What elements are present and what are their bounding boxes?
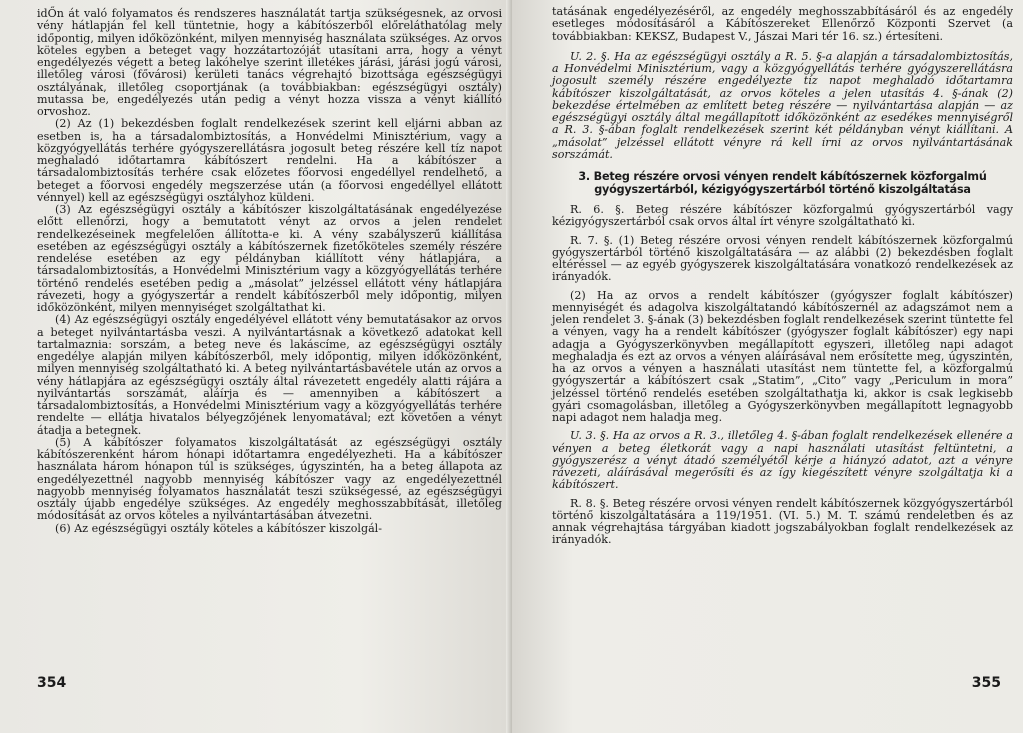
- paragraph: R. 8. §. Beteg részére orvosi vényen rendelt kábítószernek közgyógyszertárból történő kiszolgáltatására a 119/1951. (VI. 5.) M. T. számú rendeletben és az annak végrehajtása tárgyában kiadott jogszabályokban foglalt rendelkezések az irányadók.: [552, 496, 1013, 547]
- section-heading: 3. Beteg részére orvosi vényen rendelt kábítószernek közforgalmú gyógyszertárból, kézigyógyszertárból történő kiszolgáltatása: [578, 170, 987, 196]
- page-number-right: 355: [971, 675, 1001, 691]
- paragraph: (4) Az egészségügyi osztály engedélyével ellátott vény bemutatásakor az orvos a beteget nyilvántartásba veszi. A nyilvántartásnak a következő adatokat kell tartalmaznia: sorszám, a beteg neve és lakáscíme, az egészségügyi osztály engedélye alapján milyen kábítószerből, mely időpontig, milyen időközönként, milyen mennyiség szolgáltatható ki. A beteg nyilvántartásbavétele után az orvos a vény hátlapjára az egészségügyi osztály által rávezetett engedély alatti rájára a nyilvántartás sorszámát, aláírja és — amennyiben a kábítószert a társadalombiztosítás, a Honvédelmi Minisztérium vagy a közgyógyellátás terhére rendelte — ellátja hivatalos bélyegzőjének lenyomatával; ezt követően a vényt átadja a betegnek.: [37, 313, 502, 437]
- utasitas-note: U. 2. §. Ha az egészségügyi osztály a R. 5. §-a alapján a társadalombiztosítás, a Honvédelmi Minisztérium, vagy a közgyógyellátás terhére gyógyszerellátásra jogosult személy részére engedélyezte tíz napot meghaladó időtartamra kábítószer kiszolgáltatását, az orvos köteles a jelen utasítás 4. §-ának (2) bekezdése értelmében az említett beteg részére — nyilvántartása alapján — az egészségügyi osztály által megállapított időközönként az esedékes mennyiségről a R. 3. §-ában foglalt rendelkezések szerint két példányban vényt kiállítani. A „másolat” jelzéssel ellátott vényre rá kell írni az orvos nyilvántartásának sorszámát.: [552, 49, 1013, 161]
- paragraph: tatásának engedélyezéséről, az engedély meghosszabbításáról és az engedély esetleges módosításáról a Kábítószereket Ellenőrző Központi Szervet (a továbbiakban: KEKSZ, Budapest V., Jászai Mari tér 16. sz.) értesíteni.: [552, 5, 1013, 43]
- paragraph: R. 6. §. Beteg részére kábítószer közforgalmú gyógyszertárból vagy kézigyógyszertárból csak orvos által írt vényre szolgáltatható ki.: [552, 203, 1013, 229]
- page-number-left: 354: [37, 675, 67, 691]
- paragraph: R. 7. §. (1) Beteg részére orvosi vényen rendelt kábítószernek közforgalmú gyógyszertárból történő kiszolgáltatására — az alábbi (2) bekezdésben foglalt eltéréssel — az egyéb gyógyszerek kiszolgáltatására vonatkozó rendelkezések az irányadók.: [552, 233, 1013, 284]
- paragraph: (3) Az egészségügyi osztály a kábítószer kiszolgáltatásának engedélyezése előtt ellenőrzi, hogy a bemutatott vényt az orvos a jelen rendelet rendelkezéseinek megfelelően állította-e ki. A vény szabályszerű kiállítása esetében az egészségügyi osztály a kábítószernek fizetőköteles személy részére rendelése esetében az egy példányban kiállított vény hátlapjára, a társadalombiztosítás, a Honvédelmi Minisztérium vagy a közgyógyellátás terhére történő rendelés esetében pedig a „másolat” jelzéssel ellátott vény hátlapjára rávezeti, hogy a gyógyszertár a rendelt kábítószerből mely időpontig, milyen időközönként, milyen mennyiséget szolgáltathat ki.: [37, 203, 502, 314]
- paragraph: (6) Az egészségügyi osztály köteles a kábítószer kiszolgál-: [55, 521, 382, 535]
- right-page: [512, 0, 1023, 733]
- left-page-body: [37, 8, 502, 535]
- paragraph: idŐn át való folyamatos és rendszeres használatát tartja szükségesnek, az orvosi vény hátlapján fel kell tüntetnie, hogy a kábítószerből előreláthatólag mely időpontig, milyen időközönként, milyen mennyiség használata szükséges. Az orvos köteles egyben a beteget vagy hozzátartozóját utasítani arra, hogy a vényt engedélyezés végett a beteg lakóhelye szerint illetékes járási, járási jogú városi, illetőleg városi (fővárosi) kerületi tanács végrehajtó bizottsága egészségügyi osztályának, illetőleg csoportjának (a továbbiakban: egészségügyi osztály) mutassa be, engedélyezés után pedig a vényt hozza vissza a vényt kiállító orvoshoz.: [37, 7, 502, 118]
- right-page-body: [552, 6, 1013, 547]
- paragraph: (2) Az (1) bekezdésben foglalt rendelkezések szerint kell eljárni abban az esetben is, ha a társadalombiztosítás, a Honvédelmi Minisztérium, vagy a közgyógyellátás terhére gyógyszerellátásra jogosult beteg részére kell tíz napot meghaladó időtartamra kábítószert rendelni. Ha a kábítószer a társadalombiztosítás terhére csak előzetes főorvosi engedéllyel rendelhető, a beteget a főorvosi engedély megszerzése után (a főorvosi engedéllyel ellátott vénnyel) kell az egészségügyi osztályhoz küldeni.: [37, 117, 502, 204]
- paragraph: (2) Ha az orvos a rendelt kábítószer (gyógyszer foglalt kábítószer) mennyiségét és adagolva kiszolgáltatandó kábítószernél az adagszámot nem a jelen rendelet 3. §-ának (3) bekezdésben foglalt rendelkezések szerint tüntette fel a vényen, vagy ha a rendelt kábítószer (gyógyszer foglalt kábítószer) egy napi adagja a Gyógyszerkönyvben megállapított egyszeri, illetőleg napi adagot meghaladja és ezt az orvos a vényen aláírásával nem erősítette meg, úgyszintén, ha az orvos a vényen a használati utasítást nem tüntette fel, a közforgalmú gyógyszertár a kábítószert csak „Statim”, „Cito” vagy „Periculum in mora” jelzéssel történő rendelés esetében szolgáltathatja ki, akkor is csak legkisebb gyári csomagolásban, illetőleg a Gyógyszerkönyvben megállapított legnagyobb napi adagot nem haladja meg.: [552, 288, 1013, 424]
- paragraph: (5) A kábítószer folyamatos kiszolgáltatását az egészségügyi osztály kábítószerenként három hónapi időtartamra engedélyezheti. Ha a kábítószer használata három hónapon túl is szükséges, úgyszintén, ha a beteg állapota az engedélyezettnél nagyobb mennyiség kábítószer vagy az engedélyezettnél nagyobb mennyiség folyamatos használatát teszi szükségessé, az egészségügyi osztály újabb engedélye szükséges. Az engedély meghosszabbítását, illetőleg módosítását az orvos köteles a nyilvántartásában átvezetni.: [37, 435, 502, 523]
- utasitas-note: U. 3. §. Ha az orvos a R. 3., illetőleg 4. §-ában foglalt rendelkezések ellenére a vényen a beteg életkorát vagy a napi használati utasítást feltüntetni, a gyógyszerész a vényt átadó személyétől kérje a hiányzó adatot, azt a vényre rávezeti, aláírásával megerősíti és az így kiegészített vényre szolgáltatja ki a kábítószert.: [552, 429, 1013, 492]
